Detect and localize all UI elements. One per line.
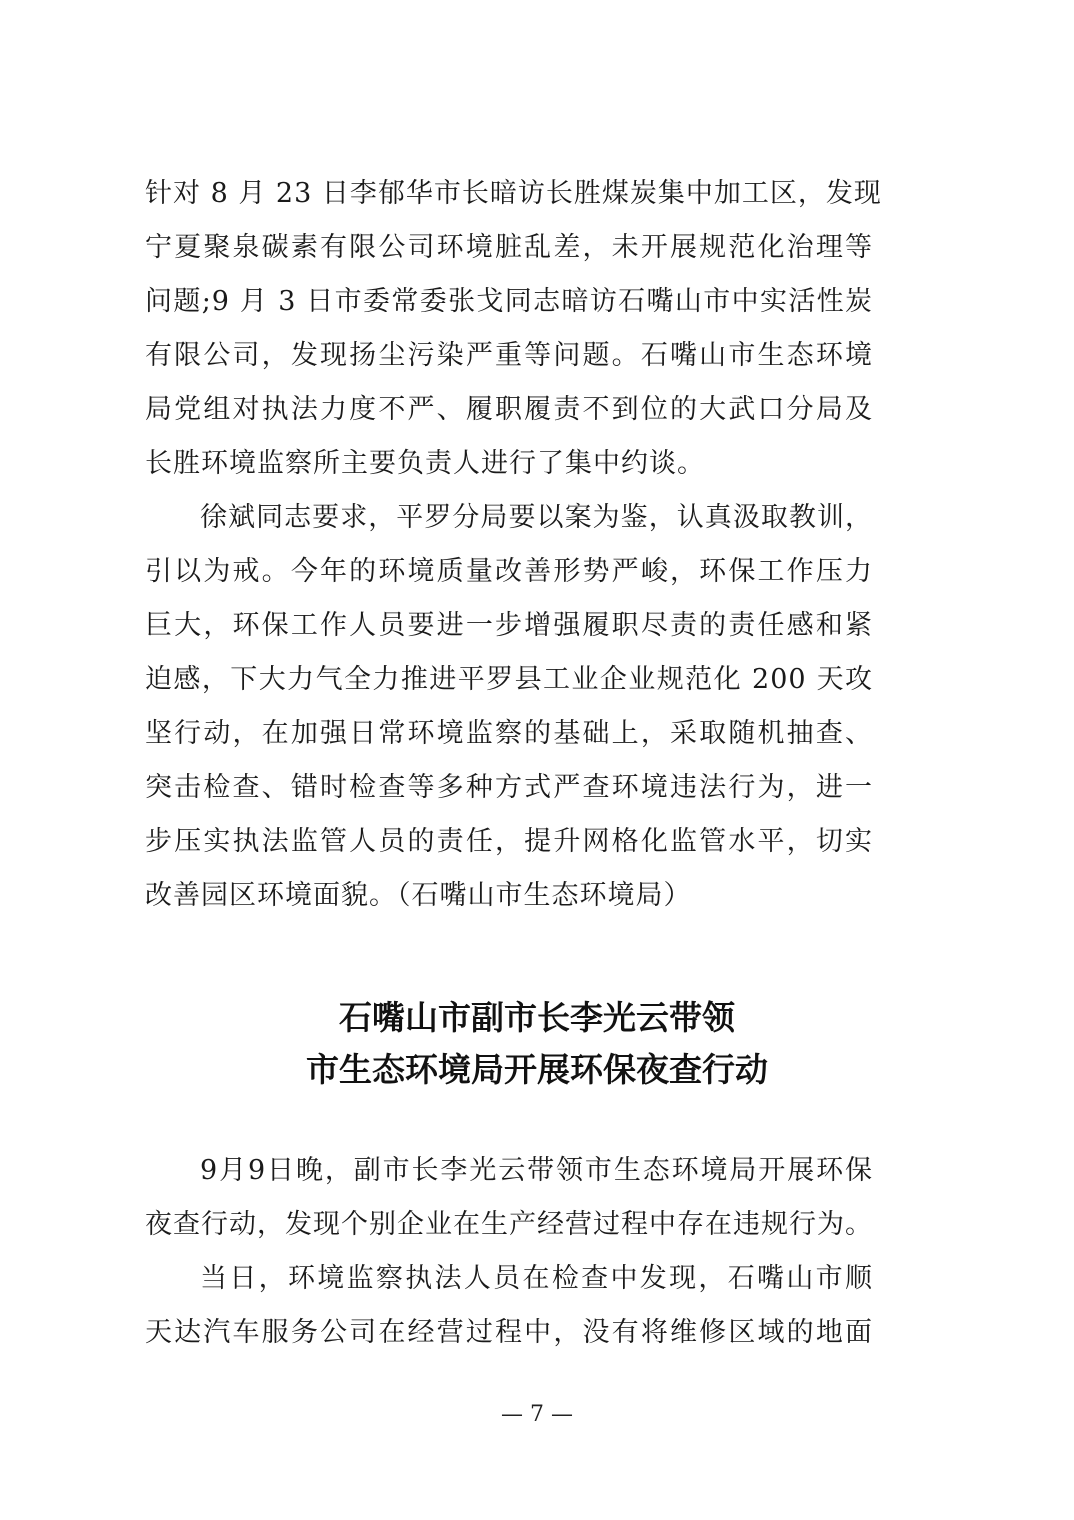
page-number: — 7 — <box>501 1402 573 1427</box>
paragraph2-line: 改善园区环境面貌。（石嘴山市生态环境局） <box>145 880 692 911</box>
paragraph4-line: 天达汽车服务公司在经营过程中，没有将维修区域的地面 <box>145 1317 873 1348</box>
paragraph2-line: 步压实执法监管人员的责任，提升网格化监管水平，切实 <box>145 826 873 857</box>
paragraph1-line: 长胜环境监察所主要负责人进行了集中约谈。 <box>145 448 705 479</box>
paragraph3-line: 9月9日晚，副市长李光云带领市生态环境局开展环保 <box>200 1155 873 1186</box>
article-title-line1: 石嘴山市副市长李光云带领 <box>339 998 735 1037</box>
paragraph2-line: 巨大，环保工作人员要进一步增强履职尽责的责任感和紧 <box>145 610 873 641</box>
paragraph1-line: 宁夏聚泉碳素有限公司环境脏乱差，未开展规范化治理等 <box>145 232 873 263</box>
paragraph1-line: 局党组对执法力度不严、履职履责不到位的大武口分局及 <box>145 394 873 425</box>
paragraph1-line: 针对 8 月 23 日李郁华市长暗访长胜煤炭集中加工区，发现 <box>145 178 882 209</box>
paragraph4-line: 当日，环境监察执法人员在检查中发现，石嘴山市顺 <box>200 1263 873 1294</box>
paragraph1-line: 问题;9 月 3 日市委常委张戈同志暗访石嘴山市中实活性炭 <box>145 286 873 317</box>
paragraph2-line: 坚行动，在加强日常环境监察的基础上，采取随机抽查、 <box>145 718 873 749</box>
article-title-line2: 市生态环境局开展环保夜查行动 <box>306 1050 768 1089</box>
paragraph2-line: 引以为戒。今年的环境质量改善形势严峻，环保工作压力 <box>145 556 873 587</box>
paragraph2-line: 迫感，下大力气全力推进平罗县工业企业规范化 200 天攻 <box>145 664 873 695</box>
paragraph3-line: 夜查行动，发现个别企业在生产经营过程中存在违规行为。 <box>145 1209 873 1240</box>
paragraph2-line: 徐斌同志要求，平罗分局要以案为鉴，认真汲取教训， <box>200 502 873 533</box>
paragraph2-line: 突击检查、错时检查等多种方式严查环境违法行为，进一 <box>145 772 873 803</box>
paragraph1-line: 有限公司，发现扬尘污染严重等问题。石嘴山市生态环境 <box>145 340 873 371</box>
